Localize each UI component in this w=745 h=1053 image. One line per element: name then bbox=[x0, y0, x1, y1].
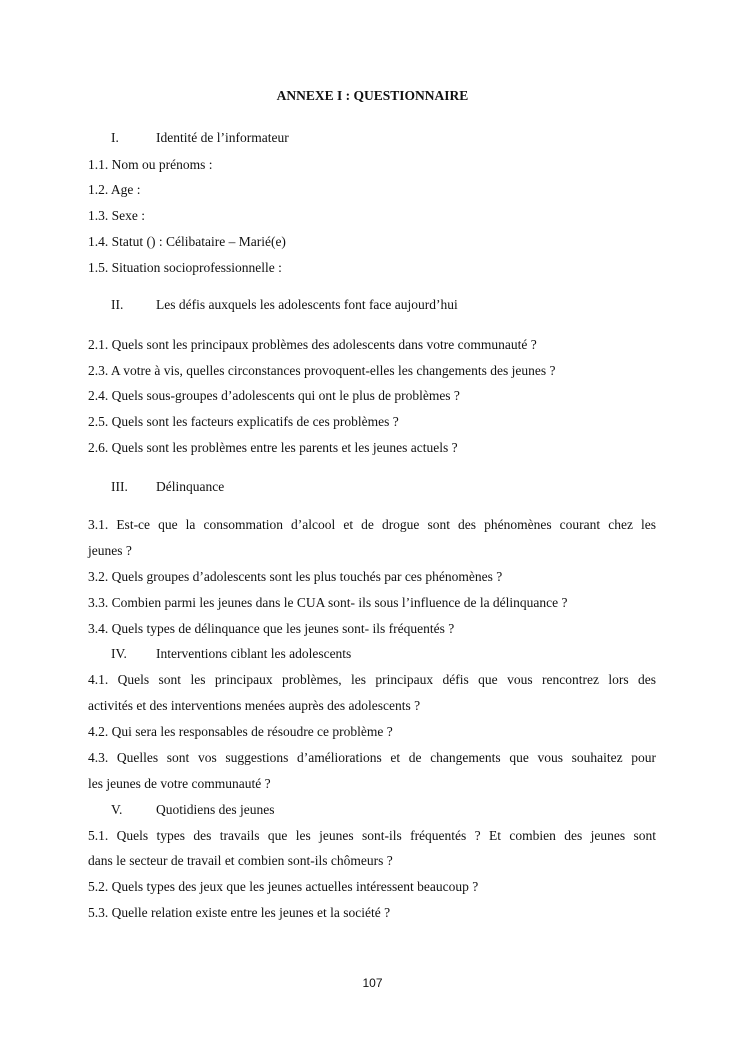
question-line: 3.3. Combien parmi les jeunes dans le CUA sont- ils sous l’influence de la délinquance ? bbox=[88, 595, 568, 610]
question-line: 3.1. Est-ce que la consommation d’alcool et de drogue sont des phénomènes courant chez les bbox=[88, 517, 656, 532]
section-heading-1 bbox=[111, 130, 289, 146]
question-line: jeunes ? bbox=[88, 543, 132, 558]
page-title: ANNEXE I : QUESTIONNAIRE bbox=[276, 88, 469, 103]
section-heading-3 bbox=[111, 479, 224, 495]
question-line: activités et des interventions menées auprès des adolescents ? bbox=[88, 698, 421, 713]
section-title: Délinquance bbox=[156, 479, 225, 494]
question-line: 2.3. A votre à vis, quelles circonstances provoquent-elles les changements des jeunes ? bbox=[88, 363, 556, 378]
question-line: 2.4. Quels sous-groupes d’adolescents qui ont le plus de problèmes ? bbox=[88, 388, 460, 403]
question-line: 1.5. Situation socioprofessionnelle : bbox=[88, 260, 282, 275]
question-line: 4.1. Quels sont les principaux problèmes, les principaux défis que vous rencontrez lors des bbox=[88, 672, 656, 687]
question-line: 1.2. Age : bbox=[88, 182, 141, 197]
question-line: les jeunes de votre communauté ? bbox=[88, 776, 271, 791]
question-line: 4.3. Quelles sont vos suggestions d’améliorations et de changements que vous souhaitez pour bbox=[88, 750, 656, 765]
section-number: V. bbox=[111, 802, 123, 817]
question-line: 2.5. Quels sont les facteurs explicatifs de ces problèmes ? bbox=[88, 414, 399, 429]
section-title: Quotidiens des jeunes bbox=[156, 802, 275, 817]
section-number: IV. bbox=[111, 646, 127, 661]
section-title: Les défis auxquels les adolescents font face aujourd’hui bbox=[156, 297, 458, 312]
page-number: 107 bbox=[362, 976, 383, 990]
question-line: 1.3. Sexe : bbox=[88, 208, 145, 223]
section-number: III. bbox=[111, 479, 128, 494]
section-number: II. bbox=[111, 297, 124, 312]
question-line: 5.2. Quels types des jeux que les jeunes actuelles intéressent beaucoup ? bbox=[88, 879, 479, 894]
question-line: 4.2. Qui sera les responsables de résoudre ce problème ? bbox=[88, 724, 393, 739]
question-line: 5.1. Quels types des travails que les jeunes sont-ils fréquentés ? Et combien des jeunes sont bbox=[88, 828, 656, 843]
section-heading-2 bbox=[111, 297, 458, 313]
question-line: 1.4. Statut () : Célibataire – Marié(e) bbox=[88, 234, 286, 249]
section-number: I. bbox=[111, 130, 119, 145]
question-line: 2.6. Quels sont les problèmes entre les parents et les jeunes actuels ? bbox=[88, 440, 458, 455]
question-line: 1.1. Nom ou prénoms : bbox=[88, 157, 213, 172]
question-line: 2.1. Quels sont les principaux problèmes des adolescents dans votre communauté ? bbox=[88, 337, 537, 352]
question-line: dans le secteur de travail et combien sont-ils chômeurs ? bbox=[88, 853, 393, 868]
section-heading-4 bbox=[111, 646, 351, 662]
section-title: Identité de l’informateur bbox=[156, 130, 289, 145]
section-title: Interventions ciblant les adolescents bbox=[156, 646, 352, 661]
question-line: 5.3. Quelle relation existe entre les jeunes et la société ? bbox=[88, 905, 391, 920]
question-line: 3.2. Quels groupes d’adolescents sont les plus touchés par ces phénomènes ? bbox=[88, 569, 503, 584]
question-line: 3.4. Quels types de délinquance que les jeunes sont- ils fréquentés ? bbox=[88, 621, 455, 636]
section-heading-5 bbox=[111, 802, 274, 818]
